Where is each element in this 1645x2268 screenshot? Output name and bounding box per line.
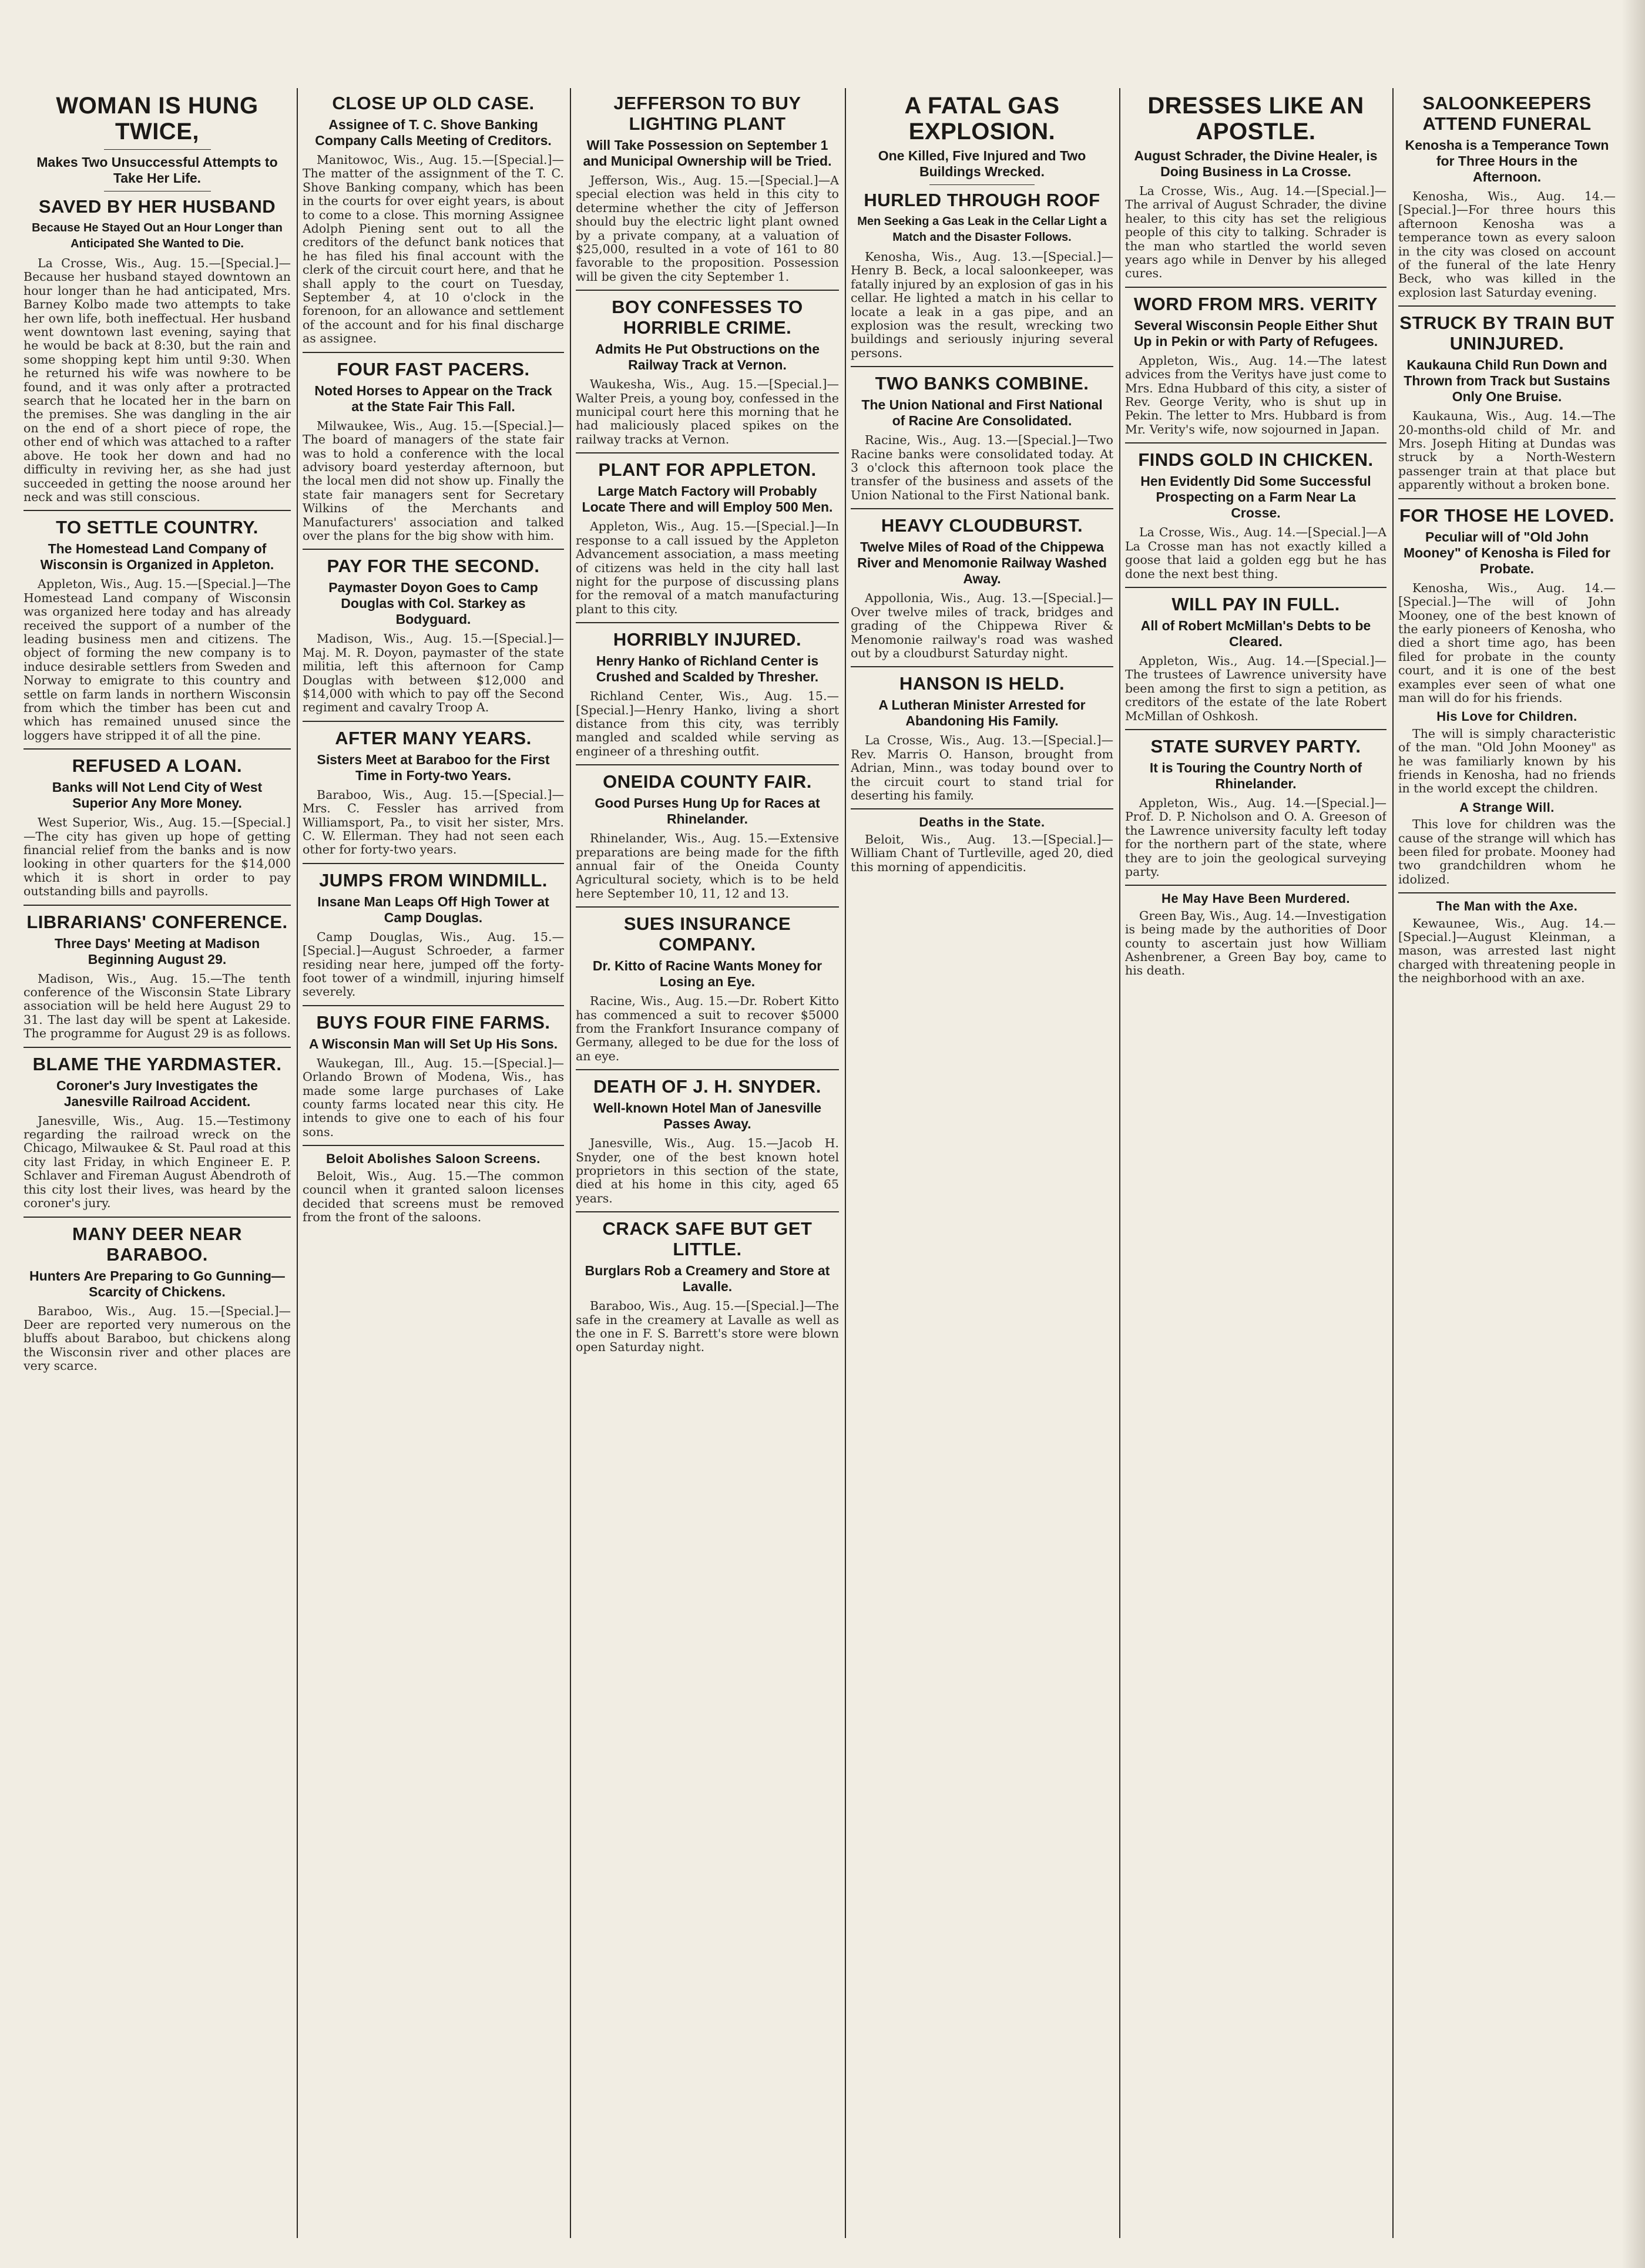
- story-deck: Large Match Factory will Probably Locate There and will Employ 500 Men.: [582, 483, 833, 515]
- story-subhead: HURLED THROUGH ROOF: [864, 190, 1100, 210]
- story-body: Madison, Wis., Aug. 15.—The tenth conference of the Wisconsin State Library association will be held here August 29 to 31. The last day will be spent at Lakeside. The programme for August 29 is as follows.: [24, 971, 291, 1041]
- page-edge-shadow: [1622, 0, 1645, 2268]
- story-body: Richland Center, Wis., Aug. 15.—[Special.]—Henry Hanko, living a short distance from this city, was terribly mangled and scalded while serving as engineer of a threshing outfit.: [576, 689, 839, 758]
- divider: [303, 863, 564, 864]
- story-body: Milwaukee, Wis., Aug. 15.—[Special.]—The board of managers of the state fair was to hold a conference with the local advisory board yesterday afternoon, but the local men did not show up. Finally the state fair managers sent for Secretary Wilkins of the Merchants and Manufacturers' association and talked over the plans for the big show with him.: [303, 418, 564, 543]
- story-body: La Crosse, Wis., Aug. 14.—[Special.]—A La Crosse man has not exactly killed a goose that laid a golden egg but he has done the next best thing.: [1125, 525, 1386, 581]
- divider: [1398, 892, 1616, 893]
- story-body: This love for children was the cause of the strange will which has been filed for probate. Mooney had two grandchildren whom he idolized.: [1398, 817, 1616, 886]
- story-headline: PAY FOR THE SECOND.: [327, 556, 540, 577]
- story-body: La Crosse, Wis., Aug. 13.—[Special.]—Rev. Marris O. Hanson, brought from Adrian, Minn., was today bound over to the circuit court to stand trial for deserting his family.: [851, 733, 1113, 802]
- story-deck: Coroner's Jury Investigates the Janesville Railroad Accident.: [56, 1077, 258, 1109]
- story-deck: Kenosha is a Temperance Town for Three Hours in the Afternoon.: [1405, 137, 1609, 184]
- divider: [576, 1069, 839, 1070]
- story-headline: A FATAL GAS EXPLOSION.: [904, 93, 1060, 145]
- story-deck: Good Purses Hung Up for Races at Rhinelander.: [595, 795, 820, 827]
- story-deck: Well-known Hotel Man of Janesville Passes Away.: [593, 1100, 822, 1132]
- story-deck: The Homestead Land Company of Wisconsin is Organized in Appleton.: [40, 541, 274, 573]
- story-headline: PLANT FOR APPLETON.: [598, 459, 817, 481]
- column-4: [851, 88, 1113, 2238]
- column-rule: [1119, 88, 1120, 2238]
- story-body: West Superior, Wis., Aug. 15.—[Special.]—The city has given up hope of getting financial relief from the banks and is now looking in other quarters for the $14,000 which it is short in order to pay outstanding bills and payrolls.: [24, 815, 291, 899]
- divider: [24, 905, 291, 906]
- story-deck: All of Robert McMillan's Debts to be Cleared.: [1140, 617, 1371, 649]
- story-body: Kenosha, Wis., Aug. 13.—[Special.]—Henry B. Beck, a local saloonkeeper, was fatally injured by an explosion of gas in his cellar. He lighted a match in his cellar to locate a leak in a gas pipe, and an explosion was the result, wrecking two buildings and seriously injuring several persons.: [851, 250, 1113, 360]
- story-headline: WILL PAY IN FULL.: [1171, 593, 1340, 614]
- story-body: Janesville, Wis., Aug. 15.—Jacob H. Snyder, one of the best known hotel proprietors in this section of the state, died at his home in this city, aged 65 years.: [576, 1136, 839, 1205]
- story-headline: DRESSES LIKE AN APOSTLE.: [1147, 93, 1364, 145]
- story-headline: FOR THOSE HE LOVED.: [1399, 505, 1615, 526]
- story-body: Baraboo, Wis., Aug. 15.—[Special.]—Deer are reported very numerous on the bluffs about Baraboo, but chickens along the Wisconsin river and other places are very scarce.: [24, 1303, 291, 1373]
- column-5: [1125, 88, 1386, 2238]
- story-headline: FINDS GOLD IN CHICKEN.: [1138, 449, 1374, 471]
- story-deck: A Lutheran Minister Arrested for Abandoning His Family.: [878, 697, 1086, 729]
- divider: [1125, 885, 1386, 886]
- divider: [576, 906, 839, 908]
- story-body: The will is simply characteristic of the man. "Old John Mooney" as he was familiarly known by his friends in Kenosha, had no friends in the world except the children.: [1398, 726, 1616, 796]
- story-headline: SUES INSURANCE COMPANY.: [623, 913, 791, 955]
- story-body: Rhinelander, Wis., Aug. 15.—Extensive preparations are being made for the fifth annual fair of the Oneida County Agricultural society, which is to be held here September 10, 11, 12 and 13.: [576, 831, 839, 901]
- story-body: Appleton, Wis., Aug. 14.—[Special.]—The trustees of Lawrence university have been among the first to sign a petition, as creditors of the estate of the late Robert McMillan of Oshkosh.: [1125, 653, 1386, 723]
- story-headline: SALOONKEEPERS ATTEND FUNERAL: [1422, 93, 1592, 134]
- story-body: Appleton, Wis., Aug. 14.—The latest advices from the Veritys have just come to Mrs. Edna Hubbard of this city, a sister of Rev. George Verity, who is shut up in Pekin. The letter to Mrs. Hubbard is from Mr. Verity's wife, now sojourned in Japan.: [1125, 353, 1386, 436]
- story-body: Jefferson, Wis., Aug. 15.—[Special.]—A special election was held in this city to determine whether the city of Jefferson should buy the electric light plant owned by a private company, at a valuation of $25,000, resulted in a vote of 161 to 80 favorable to the proposition. Possession will be given the city September 1.: [576, 173, 839, 284]
- story-body: Appleton, Wis., Aug. 14.—[Special.]—Prof. D. P. Nicholson and O. A. Greeson of the Lawrence university faculty left today for the northern part of the state, where they are to join the geological surveying party.: [1125, 795, 1386, 879]
- story-deck: Will Take Possession on September 1 and Municipal Ownership will be Tried.: [583, 137, 832, 169]
- story-headline: REFUSED A LOAN.: [72, 755, 243, 777]
- story-deck: Noted Horses to Appear on the Track at the State Fair This Fall.: [314, 382, 552, 414]
- story-deck: One Killed, Five Injured and Two Buildings Wrecked.: [878, 148, 1086, 179]
- story-deck: Banks will Not Lend City of West Superior Any More Money.: [52, 779, 263, 811]
- story-headline: BLAME THE YARDMASTER.: [32, 1053, 282, 1074]
- story-headline: BUYS FOUR FINE FARMS.: [316, 1012, 550, 1033]
- story-deck: Paymaster Doyon Goes to Camp Douglas with Col. Starkey as Bodyguard.: [328, 580, 538, 627]
- story-headline: DEATH OF J. H. SNYDER.: [593, 1076, 821, 1097]
- column-rule: [570, 88, 571, 2238]
- story-headline: BOY CONFESSES TO HORRIBLE CRIME.: [612, 297, 803, 338]
- story-body: Racine, Wis., Aug. 15.—Dr. Robert Kitto has commenced a suit to recover $5000 from the Frankfort Insurance company of Germany, alleged to be due for the loss of an eye.: [576, 994, 839, 1063]
- story-headline: CLOSE UP OLD CASE.: [332, 93, 535, 113]
- story-deck: Several Wisconsin People Either Shut Up in Pekin or with Party of Refugees.: [1133, 317, 1378, 349]
- divider: [576, 452, 839, 453]
- story-body: Appollonia, Wis., Aug. 13.—[Special.]—Over twelve miles of track, bridges and grading of the Chippewa River & Menomonie railway's road was washed out by a cloudburst Saturday night.: [851, 591, 1113, 660]
- story-headline: WORD FROM MRS. VERITY: [1133, 293, 1378, 314]
- column-1: [24, 88, 291, 2238]
- story-deck: Kaukauna Child Run Down and Thrown from Track but Sustains Only One Bruise.: [1404, 357, 1610, 405]
- story-deck: Henry Hanko of Richland Center is Crushed and Scalded by Thresher.: [596, 653, 819, 685]
- story-headline: Deaths in the State.: [919, 815, 1045, 830]
- divider: [104, 149, 211, 150]
- story-headline: WOMAN IS HUNG TWICE,: [56, 93, 258, 145]
- divider: [1125, 442, 1386, 443]
- story-body: Janesville, Wis., Aug. 15.—Testimony regarding the railroad wreck on the Chicago, Milwaukee & St. Paul road at this city last Friday, in which Engineer E. P. Schlaver and Fireman August Abendroth of this city lost their lives, was heard by the coroner's jury.: [24, 1113, 291, 1211]
- divider: [851, 508, 1113, 509]
- story-deck: August Schrader, the Divine Healer, is Doing Business in La Crosse.: [1134, 148, 1378, 179]
- divider: [851, 666, 1113, 667]
- divider: [24, 510, 291, 511]
- story-deck: Three Days' Meeting at Madison Beginning August 29.: [54, 935, 260, 967]
- story-headline: MANY DEER NEAR BARABOO.: [72, 1223, 242, 1265]
- story-deck: Hunters Are Preparing to Go Gunning—Scarcity of Chickens.: [29, 1268, 285, 1299]
- story-headline: FOUR FAST PACERS.: [337, 358, 530, 379]
- story-body: Waukesha, Wis., Aug. 15.—[Special.]—Walter Preis, a young boy, confessed in the municipal court here this morning that he had maliciously placed spikes on the railway tracks at Vernon.: [576, 377, 839, 446]
- divider: [303, 352, 564, 353]
- story-headline: CRACK SAFE BUT GET LITTLE.: [602, 1218, 813, 1260]
- story-body: Beloit, Wis., Aug. 15.—The common council when it granted saloon licenses decided that screens must be removed from the front of the saloons.: [303, 1168, 564, 1224]
- story-headline: HANSON IS HELD.: [899, 673, 1065, 694]
- divider: [24, 748, 291, 750]
- divider: [1125, 587, 1386, 588]
- story-deck: Hen Evidently Did Some Successful Prospecting on a Farm Near La Crosse.: [1140, 473, 1371, 521]
- story-body: Manitowoc, Wis., Aug. 15.—[Special.]—The matter of the assignment of the T. C. Shove Banking company, which has been in the courts for over eight years, is about to come to a close. This morning Assignee Adolph Piening sent out to all the creditors of the defunct bank notices that he has filed his final account with the clerk of the circuit court here, and that he shall apply to the court on Tuesday, September 4, at 10 o'clock in the forenoon, for an allowance and settlement of the account and for his final discharge as assignee.: [303, 153, 564, 346]
- story-deck: Assignee of T. C. Shove Banking Company Calls Meeting of Creditors.: [315, 117, 552, 148]
- divider: [303, 1005, 564, 1006]
- story-deck: Makes Two Unsuccessful Attempts to Take Her Life.: [36, 154, 278, 186]
- divider: [303, 549, 564, 550]
- story-deck: Burglars Rob a Creamery and Store at Lavalle.: [585, 1263, 830, 1295]
- column-rule: [297, 88, 298, 2238]
- divider: [1125, 287, 1386, 288]
- divider: [851, 366, 1113, 367]
- story-headline: JEFFERSON TO BUY LIGHTING PLANT: [613, 93, 801, 134]
- story-subdeck: Because He Stayed Out an Hour Longer than Anticipated She Wanted to Die.: [32, 221, 283, 250]
- story-body: Racine, Wis., Aug. 13.—[Special.]—Two Racine banks were consolidated today. At 3 o'clock this afternoon took place the transfer of the business and assets of the Union National to the First National bank.: [851, 433, 1113, 502]
- story-deck: It is Touring the Country North of Rhinelander.: [1149, 760, 1362, 791]
- story-deck: Peculiar will of "Old John Mooney" of Kenosha is Filed for Probate.: [1403, 529, 1611, 576]
- story-headline: HORRIBLY INJURED.: [613, 629, 802, 650]
- column-rule: [1392, 88, 1394, 2238]
- divider: [576, 764, 839, 765]
- story-deck: A Wisconsin Man will Set Up His Sons.: [308, 1036, 558, 1051]
- story-body: Waukegan, Ill., Aug. 15.—[Special.]—Orlando Brown of Modena, Wis., has made some large purchases of Lake county farms located near this city. He intends to give one to each of his four sons.: [303, 1056, 564, 1139]
- divider: [1125, 729, 1386, 730]
- story-headline: He May Have Been Murdered.: [1161, 891, 1351, 906]
- story-body: Beloit, Wis., Aug. 13.—[Special.]—William Chant of Turtleville, aged 20, died this morning of appendicitis.: [851, 832, 1113, 874]
- divider: [851, 808, 1113, 809]
- story-body: La Crosse, Wis., Aug. 15.—[Special.]—Because her husband stayed downtown an hour longer than he had anticipated, Mrs. Barney Kolbo made two attempts to take her own life, both ineffectual. Her husband went downtown last evening, saying that he would be back at 8:30, but the rain and some shopping kept him until 9:30. When he returned his wife was nowhere to be found, and it was only after a protracted search that he located her in the barn on the premises. She was dangling in the air on the end of a short piece of rope, the other end of which was attached to a rafter above. He took her down and had no difficulty in reviving her, as she had just succeeded in getting the noose around her neck and was still conscious.: [24, 256, 291, 504]
- story-headline: ONEIDA COUNTY FAIR.: [603, 771, 812, 792]
- column-3: [576, 88, 839, 2238]
- divider: [24, 1217, 291, 1218]
- story-body: Kewaunee, Wis., Aug. 14.—[Special.]—August Kleinman, a mason, was arrested last night charged with threatening people in the neighborhood with an axe.: [1398, 916, 1616, 986]
- story-deck: Twelve Miles of Road of the Chippewa River and Menomonie Railway Washed Away.: [857, 539, 1107, 587]
- story-headline: STRUCK BY TRAIN BUT UNINJURED.: [1399, 313, 1614, 354]
- story-headline: AFTER MANY YEARS.: [335, 727, 532, 748]
- story-headline: TWO BANKS COMBINE.: [875, 373, 1089, 394]
- divider: [24, 1047, 291, 1048]
- story-body: Kenosha, Wis., Aug. 14.—[Special.]—For three hours this afternoon Kenosha was a temperance town as every saloon in the city was closed on account of the funeral of the late Henry Beck, who was killed in the explosion last Saturday evening.: [1398, 189, 1616, 300]
- story-deck: The Union National and First National of Racine Are Consolidated.: [861, 397, 1103, 429]
- divider: [303, 721, 564, 722]
- story-headline: STATE SURVEY PARTY.: [1150, 735, 1361, 757]
- story-body: Camp Douglas, Wis., Aug. 15.—[Special.]—August Schroeder, a farmer residing near here, jumped off the forty-foot tower of a windmill, injuring himself severely.: [303, 929, 564, 999]
- column-2: [303, 88, 564, 2238]
- story-deck: Admits He Put Obstructions on the Railway Track at Vernon.: [595, 341, 820, 373]
- divider: [576, 622, 839, 623]
- column-6: [1398, 88, 1616, 2238]
- story-headline: TO SETTLE COUNTRY.: [56, 517, 258, 538]
- story-body: Kenosha, Wis., Aug. 14.—[Special.]—The will of John Mooney, one of the best known of the early pioneers of Kenosha, who died a short time ago, has been filed for probate in the county court, and it is one of the best examples ever seen of what one man will do for his friends.: [1398, 580, 1616, 705]
- story-headline: HEAVY CLOUDBURST.: [881, 515, 1083, 536]
- story-body: Appleton, Wis., Aug. 15.—[Special.]—The Homestead Land company of Wisconsin was organized here today and has already received the support of a number of the leading business men and citizens. The object of forming the new company is to induce desirable settlers from Sweden and Norway to emigrate to this country and settle on farm lands in northern Wisconsin from which the timber has been cut and which has remained unused since the loggers have stripped it of all the pine.: [24, 577, 291, 742]
- divider: [303, 1145, 564, 1146]
- story-deck: Insane Man Leaps Off High Tower at Camp Douglas.: [317, 893, 549, 925]
- story-headline: A Strange Will.: [1459, 799, 1555, 815]
- divider: [1398, 305, 1616, 307]
- column-rule: [845, 88, 846, 2238]
- divider: [929, 184, 1035, 185]
- story-body: La Crosse, Wis., Aug. 14.—[Special.]—The arrival of August Schrader, the divine healer, to this city has set the religious people of this city to talking. Schrader is the man who startled the world seven years ago while in Denver by his alleged cures.: [1125, 184, 1386, 281]
- divider: [576, 1211, 839, 1212]
- story-headline: The Man with the Axe.: [1436, 899, 1578, 914]
- story-body: Green Bay, Wis., Aug. 14.—Investigation is being made by the authorities of Door county to ascertain just how William Ashenbrener, a Green Bay boy, came to his death.: [1125, 908, 1386, 978]
- story-deck: Dr. Kitto of Racine Wants Money for Losing an Eye.: [592, 958, 822, 990]
- story-headline: LIBRARIANS' CONFERENCE.: [26, 911, 288, 932]
- divider: [576, 290, 839, 291]
- story-body: Baraboo, Wis., Aug. 15.—[Special.]—Mrs. C. Fessler has arrived from Williamsport, Pa., to visit her sister, Mrs. C. W. Ellerman. They had not seen each other for forty-two years.: [303, 787, 564, 857]
- story-deck: Sisters Meet at Baraboo for the First Time in Forty-two Years.: [317, 751, 550, 783]
- story-body: Baraboo, Wis., Aug. 15.—[Special.]—The safe in the creamery at Lavalle as well as the one in F. S. Barrett's store were blown open Saturday night.: [576, 1299, 839, 1355]
- story-headline: JUMPS FROM WINDMILL.: [319, 869, 548, 891]
- story-body: Madison, Wis., Aug. 15.—[Special.]—Maj. M. R. Doyon, paymaster of the state militia, left this afternoon for Camp Douglas with between $12,000 and $14,000 with which to pay off the Second regiment and cavalry Troop A.: [303, 631, 564, 715]
- story-subdeck: Men Seeking a Gas Leak in the Cellar Light a Match and the Disaster Follows.: [857, 215, 1107, 244]
- story-body: Kaukauna, Wis., Aug. 14.—The 20-months-old child of Mr. and Mrs. Joseph Hiting at Dundas was struck by a North-Western passenger train at that place but apparently without a broken bone.: [1398, 409, 1616, 492]
- story-body: Appleton, Wis., Aug. 15.—[Special.]—In response to a call issued by the Appleton Advancement association, a mass meeting of citizens was held in the city hall last night for the purpose of discussing plans for the removal of a match manufacturing plant to this city.: [576, 519, 839, 616]
- divider: [1398, 498, 1616, 499]
- story-subhead: SAVED BY HER HUSBAND: [38, 196, 276, 217]
- story-headline: His Love for Children.: [1436, 709, 1577, 724]
- story-headline: Beloit Abolishes Saloon Screens.: [326, 1151, 540, 1167]
